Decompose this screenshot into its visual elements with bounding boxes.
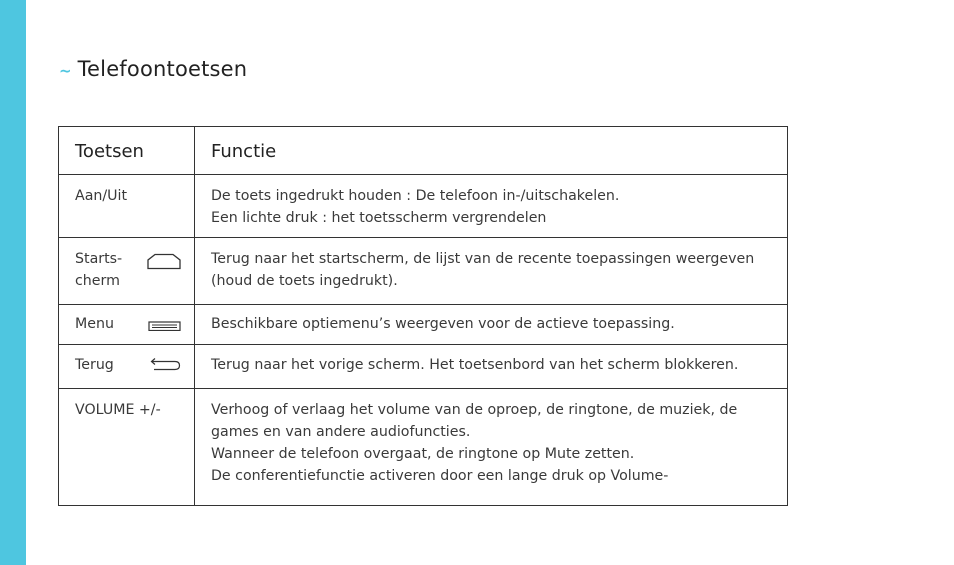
function-text: (houd de toets ingedrukt). <box>211 273 398 289</box>
key-cell-power <box>59 175 195 238</box>
key-label-volume: VOLUME +/- <box>75 402 161 418</box>
back-key-icon <box>148 357 181 372</box>
function-text: Terug naar het startscherm, de lijst van de recente toepassingen weergeven <box>211 251 755 267</box>
function-text: Terug naar het vorige scherm. Het toetsenbord van het scherm blokkeren. <box>211 357 739 373</box>
key-label-home: cherm <box>75 273 120 289</box>
table-row <box>59 389 788 506</box>
home-key-icon <box>147 253 181 270</box>
header-function: Functie <box>195 127 788 175</box>
table-header-row <box>59 127 788 175</box>
header-keys: Toetsen <box>59 127 195 175</box>
page-title: Telefoontoetsen <box>77 57 248 81</box>
table-row <box>59 175 788 238</box>
function-text: games en van andere audiofuncties. <box>211 424 471 440</box>
section-heading <box>59 57 247 81</box>
function-text: Wanneer de telefoon overgaat, de ringtone op Mute zetten. <box>211 446 635 462</box>
table-row <box>59 345 788 389</box>
key-cell-menu <box>59 305 195 345</box>
table-row <box>59 305 788 345</box>
key-cell-home <box>59 238 195 305</box>
side-accent-bar <box>0 0 26 565</box>
key-label-back: Terug <box>75 357 114 373</box>
key-cell-volume <box>59 389 195 506</box>
key-label-menu: Menu <box>75 316 114 332</box>
function-text: Verhoog of verlaag het volume van de oproep, de ringtone, de muziek, de <box>211 402 738 418</box>
heading-tilde: ~ <box>59 62 72 80</box>
function-text: De toets ingedrukt houden : De telefoon in-/uitschakelen. <box>211 188 620 204</box>
function-text: De conferentiefunctie activeren door een lange druk op Volume- <box>211 468 669 484</box>
menu-key-icon <box>148 321 181 331</box>
function-cell-home <box>195 238 788 305</box>
function-cell-volume <box>195 389 788 506</box>
key-label-home: Starts- <box>75 251 123 267</box>
function-text: Een lichte druk : het toetsscherm vergrendelen <box>211 210 547 226</box>
function-cell-back <box>195 345 788 389</box>
key-label-power: Aan/Uit <box>75 188 128 204</box>
table-row <box>59 238 788 305</box>
key-cell-back <box>59 345 195 389</box>
function-cell-power <box>195 175 788 238</box>
function-cell-menu <box>195 305 788 345</box>
keys-table <box>58 126 788 506</box>
function-text: Beschikbare optiemenu’s weergeven voor de actieve toepassing. <box>211 316 675 332</box>
